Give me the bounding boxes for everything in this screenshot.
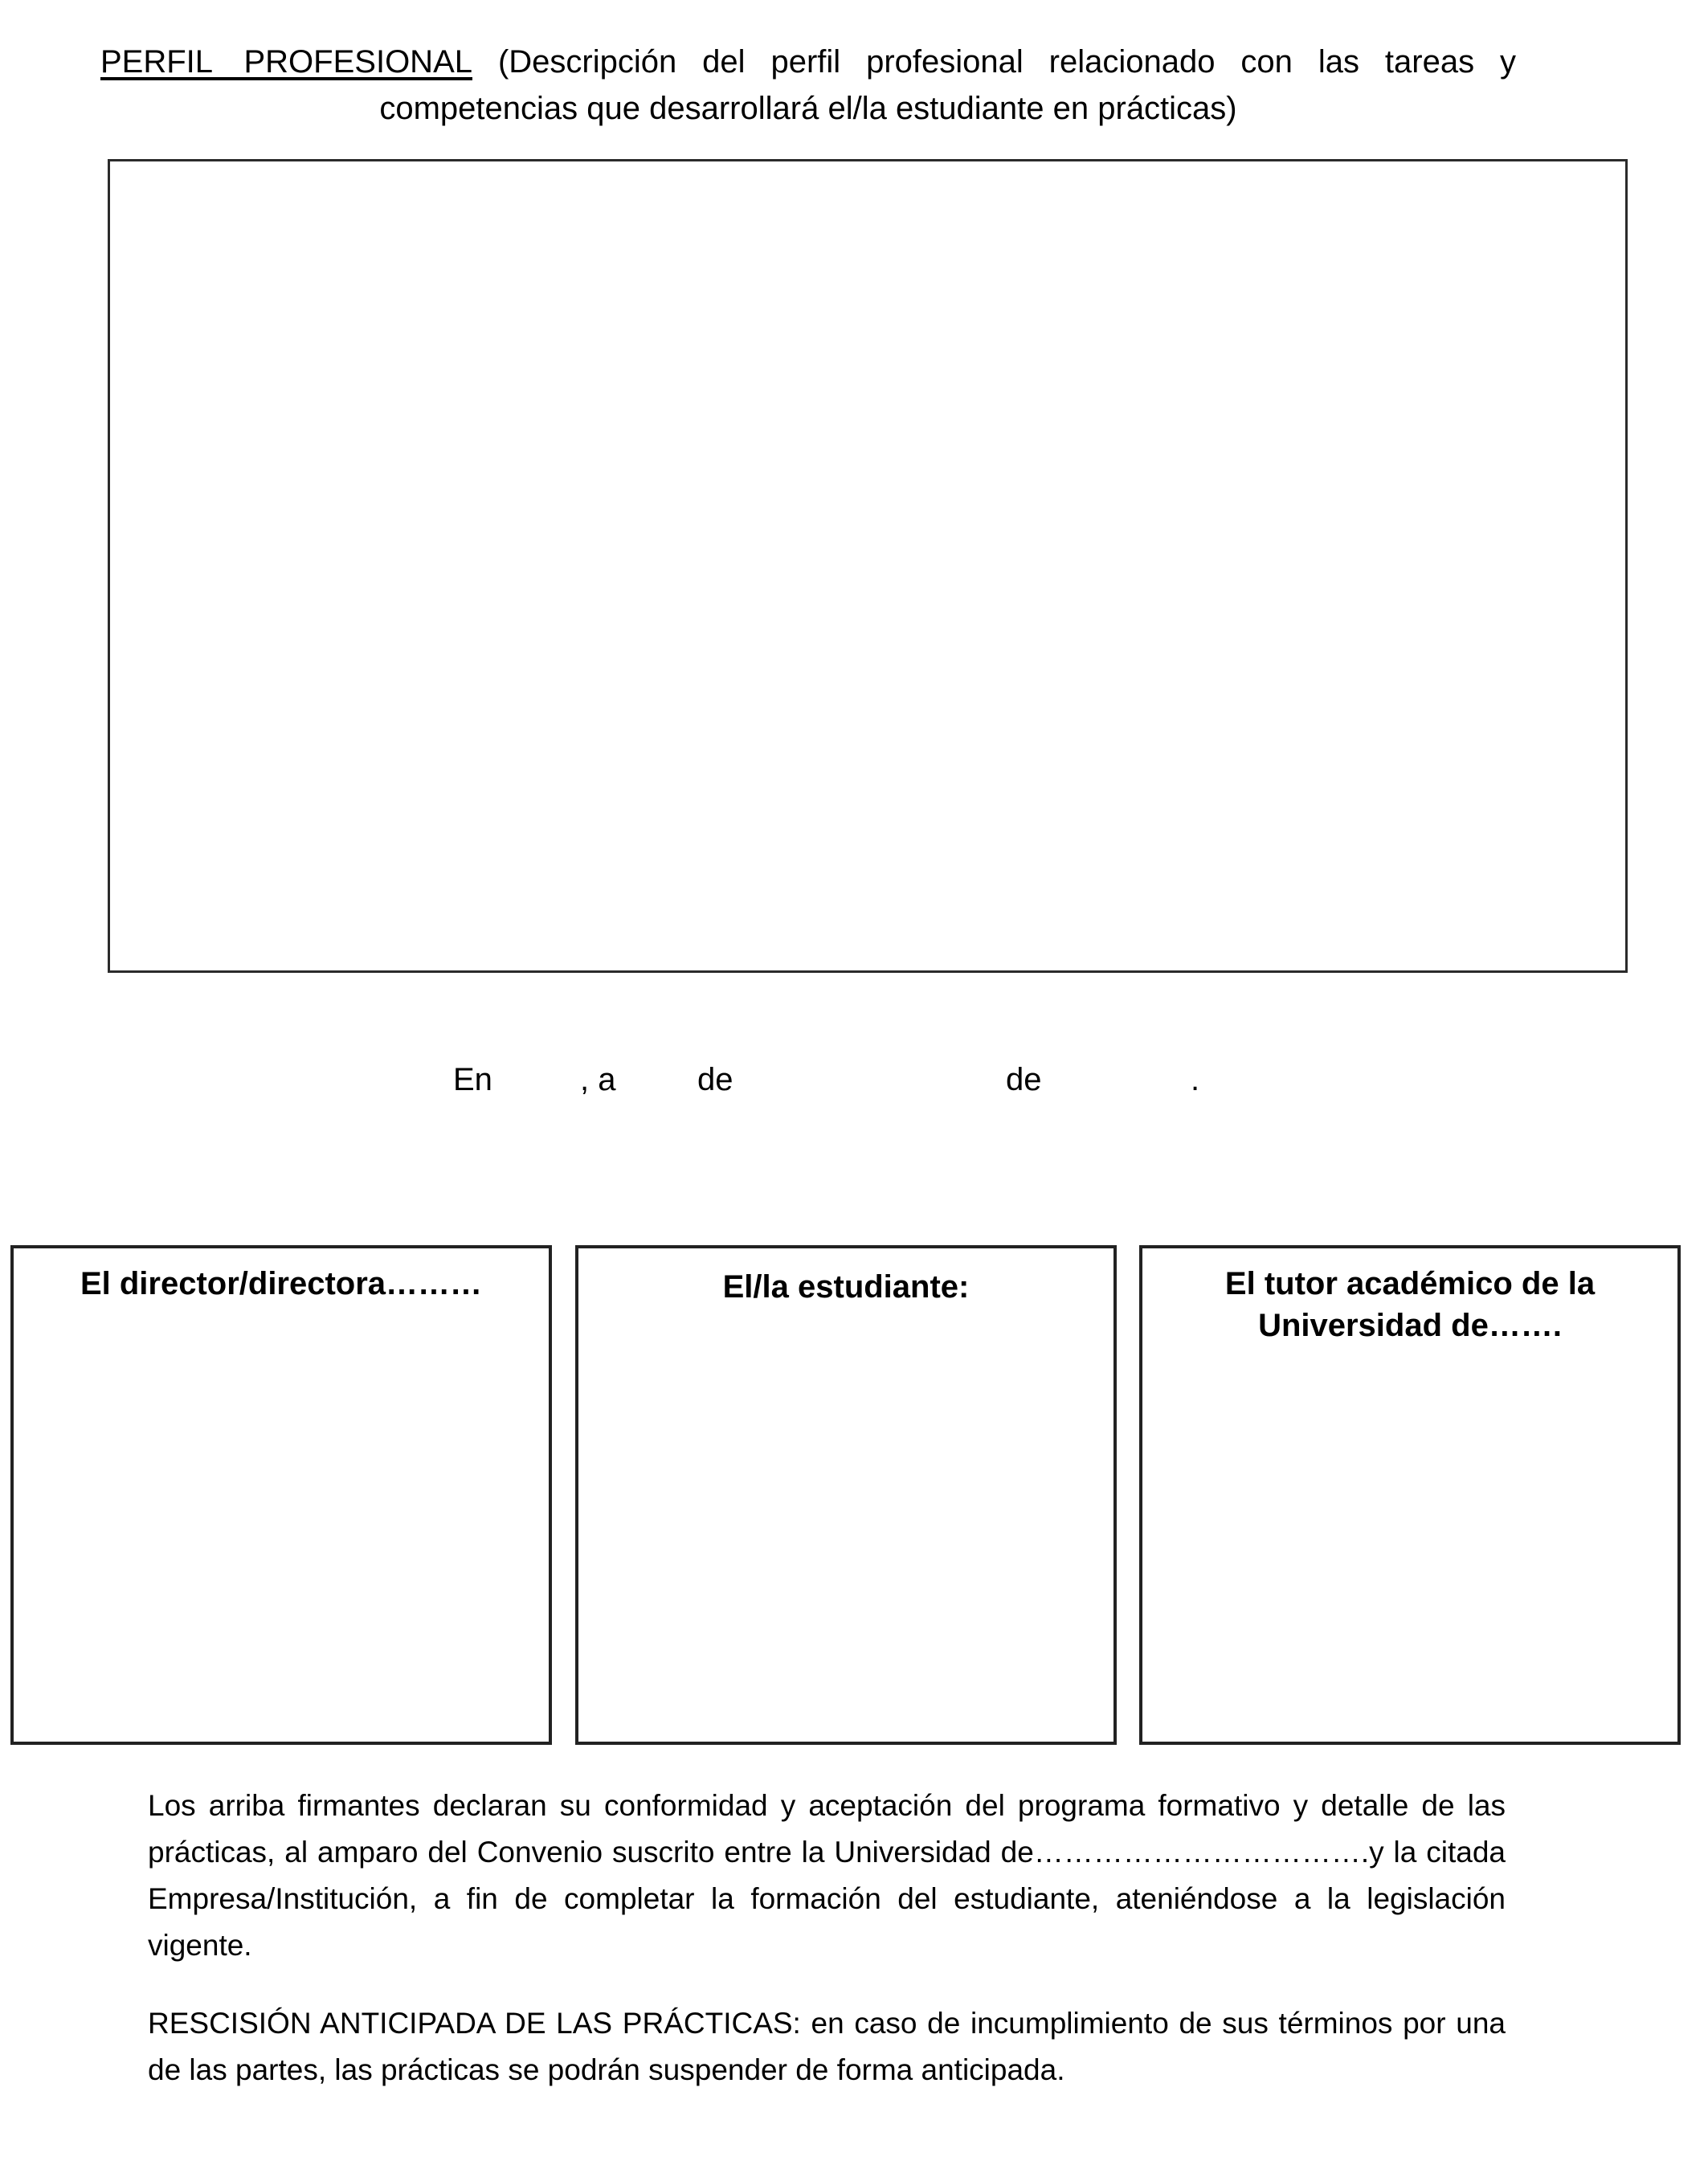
date-de-label-1: de [697,1062,733,1097]
signature-title-tutor: El tutor académico de la Universidad de……. [1224,1266,1596,1343]
date-period: . [1191,1062,1200,1097]
profile-description: (Descripción del perfil profesional relacionado con las tareas y competencias que desarrollará el/la estudiante en prácticas) [379,44,1516,126]
profile-description-box[interactable] [108,159,1628,973]
signature-box-director[interactable] [10,1245,552,1745]
signature-title-director: El director/directora……… [80,1266,483,1301]
profile-title: PERFIL PROFESIONAL [100,44,472,80]
rescission-paragraph: RESCISIÓN ANTICIPADA DE LAS PRÁCTICAS: en caso de incumplimiento de sus términos por una de las partes, las prácticas se podrán suspender de forma anticipada. [148,2007,1506,2086]
signature-title-student: El/la estudiante: [722,1269,970,1305]
date-comma-a-label: , a [580,1062,616,1097]
signature-box-student[interactable] [575,1245,1117,1745]
date-en-label: En [453,1062,492,1097]
date-de-label-2: de [1006,1062,1042,1097]
agreement-paragraph: Los arriba firmantes declaran su conformidad y aceptación del programa formativo y detalle de las prácticas, al amparo del Convenio suscrito entre la Universidad de…………………………….y la citada Empresa/Institución, a fin de completar la formación del estudiante, ateniéndose a la legislación vigente. [148,1789,1506,1962]
profile-heading [100,39,1516,132]
signature-box-tutor[interactable] [1139,1245,1681,1745]
